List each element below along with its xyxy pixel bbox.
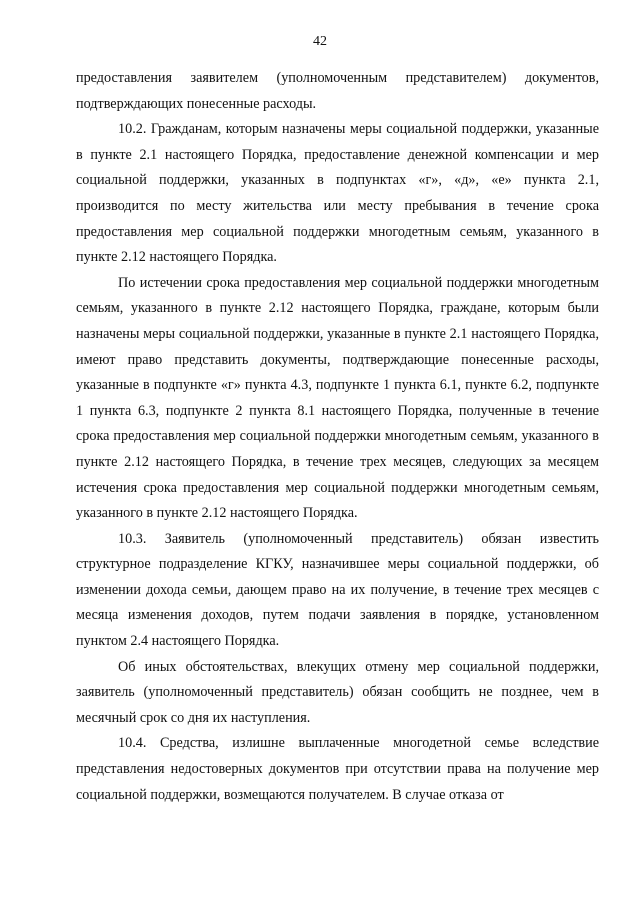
paragraph-continuation: предоставления заявителем (уполномоченным представителем) документов, подтверждающих понесенные расходы. <box>76 70 599 112</box>
paragraph-other-circumstances: Об иных обстоятельствах, влекущих отмену мер социальной поддержки, заявитель (уполномоченный представитель) обязан сообщить не позднее, чем в месячный срок со дня их наступления. <box>76 658 599 726</box>
paragraph-10-2: 10.2. Гражданам, которым назначены меры социальной поддержки, указанные в пункте 2.1 настоящего Порядка, предоставление денежной компенсации и мер социальной поддержки, указанных в подпунктах «г», «д», «е» пункта 2.1, производится по месту жительства или месту пребывания в течение срока предоставления мер социальной поддержки многодетным семьям, указанного в пункте 2.12 настоящего Порядка. <box>76 121 599 266</box>
paragraph-10-4: 10.4. Средства, излишне выплаченные многодетной семье вследствие представления недостоверных документов при отсутствии права на получение мер социальной поддержки, возмещаются получателем. В случае отказа от <box>76 735 599 803</box>
document-body <box>76 66 599 808</box>
paragraph-10-3: 10.3. Заявитель (уполномоченный представитель) обязан известить структурное подразделение КГКУ, назначившее меры социальной поддержки, об изменении дохода семьи, дающем право на их получение, в течение трех месяцев с месяца изменения доходов, путем подачи заявления в порядке, установленном пунктом 2.4 настоящего Порядка. <box>76 530 599 650</box>
page-number: 42 <box>313 34 327 49</box>
paragraph-expiry: По истечении срока предоставления мер социальной поддержки многодетным семьям, указанного в пункте 2.12 настоящего Порядка, граждане, которым были назначены меры социальной поддержки, указанные в пункте 2.1 настоящего Порядка, имеют право представить документы, подтверждающие понесенные расходы, указанные в подпункте «г» пункта 4.3, подпункте 1 пункта 6.1, пункте 6.2, подпункте 1 пункта 6.3, подпункте 2 пункта 8.1 настоящего Порядка, полученные в течение срока предоставления мер социальной поддержки многодетным семьям, указанного в пункте 2.12 настоящего Порядка, в течение трех месяцев, следующих за месяцем истечения срока предоставления мер социальной поддержки многодетным семьям, указанного в пункте 2.12 настоящего Порядка. <box>76 274 599 522</box>
